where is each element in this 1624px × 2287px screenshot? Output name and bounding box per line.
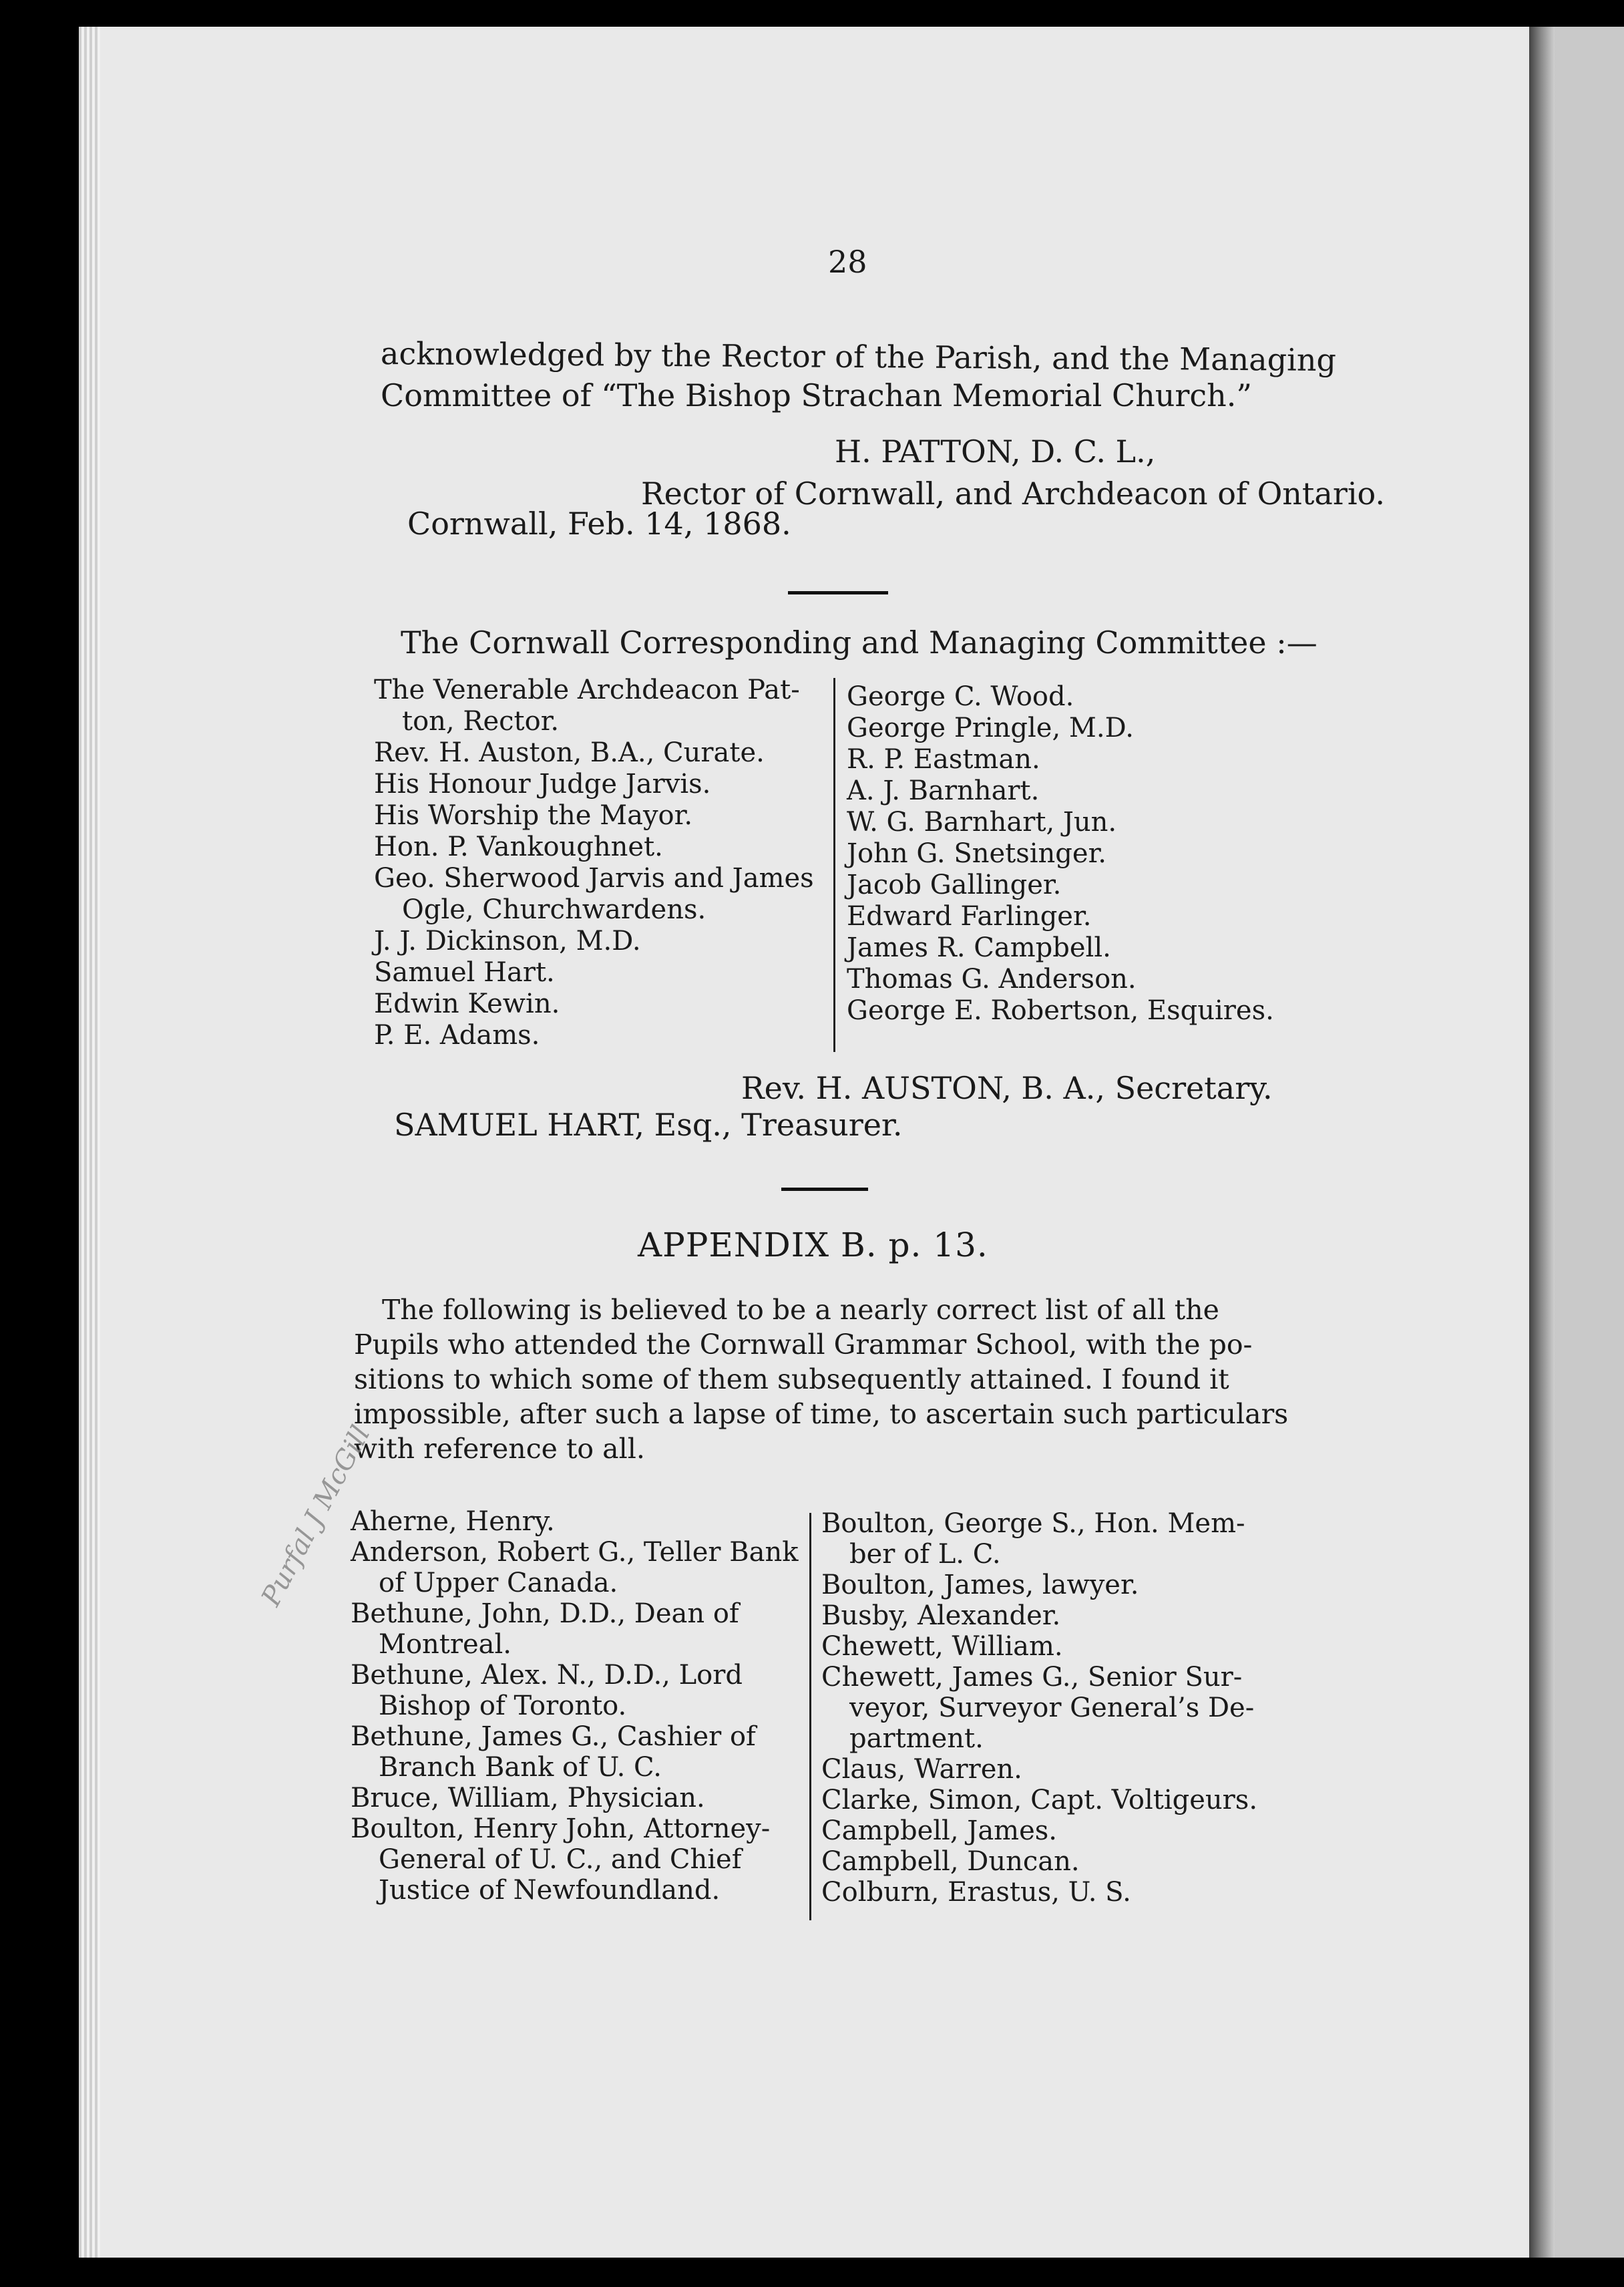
list-item: ber of L. C. — [849, 1539, 1001, 1570]
list-item: A. J. Barnhart. — [847, 775, 1040, 806]
list-item: W. G. Barnhart, Jun. — [847, 807, 1117, 838]
place-date: Cornwall, Feb. 14, 1868. — [407, 506, 791, 542]
list-item: partment. — [849, 1723, 984, 1754]
list-item: Clarke, Simon, Capt. Voltigeurs. — [821, 1785, 1258, 1815]
list-item: Justice of Newfoundland. — [379, 1875, 721, 1906]
document-page — [100, 27, 1529, 2258]
list-item: Ogle, Churchwardens. — [402, 894, 706, 925]
list-item: Boulton, James, lawyer. — [821, 1570, 1139, 1600]
adjacent-page — [1555, 27, 1624, 2258]
list-item: Edward Farlinger. — [847, 901, 1092, 932]
list-item: Geo. Sherwood Jarvis and James — [374, 863, 814, 894]
page-number: 28 — [828, 244, 867, 280]
list-item: of Upper Canada. — [379, 1568, 618, 1598]
appendix-heading: APPENDIX B. p. 13. — [638, 1226, 988, 1264]
list-item: The Venerable Archdeacon Pat- — [374, 675, 800, 705]
signature-name: H. PATTON, D. C. L., — [835, 433, 1156, 470]
letter-line-2: Committee of “The Bishop Strachan Memorial Church.” — [381, 377, 1252, 413]
list-item: veyor, Surveyor General’s De- — [849, 1693, 1255, 1723]
list-item: Edwin Kewin. — [374, 989, 560, 1019]
list-item: Chewett, William. — [821, 1631, 1063, 1662]
committee-left-column — [374, 675, 908, 1051]
list-item: Rev. H. Auston, B.A., Curate. — [374, 737, 765, 768]
list-item: Bruce, William, Physician. — [351, 1783, 705, 1813]
list-item: Montreal. — [379, 1629, 512, 1660]
list-item: Bishop of Toronto. — [379, 1691, 627, 1721]
list-item: Claus, Warren. — [821, 1754, 1022, 1785]
committee-right-column — [847, 681, 1448, 1027]
list-item: P. E. Adams. — [374, 1020, 540, 1051]
list-item: General of U. C., and Chief — [379, 1844, 742, 1875]
list-item: J. J. Dickinson, M.D. — [374, 926, 641, 956]
section-divider — [781, 1188, 868, 1191]
list-item: His Worship the Mayor. — [374, 800, 693, 831]
list-item: R. P. Eastman. — [847, 744, 1040, 775]
list-item: Bethune, Alex. N., D.D., Lord — [351, 1660, 743, 1691]
list-item: George C. Wood. — [847, 681, 1074, 712]
intro-line: The following is believed to be a nearly correct list of all the — [382, 1294, 1219, 1326]
list-item: Bethune, James G., Cashier of — [351, 1721, 756, 1752]
list-item: Busby, Alexander. — [821, 1600, 1061, 1631]
list-item: Boulton, George S., Hon. Mem- — [821, 1508, 1245, 1539]
list-item: John G. Snetsinger. — [847, 838, 1107, 869]
book-gutter — [1528, 27, 1555, 2258]
committee-heading: The Cornwall Corresponding and Managing Committee :— — [401, 625, 1317, 661]
list-item: Aherne, Henry. — [351, 1506, 555, 1537]
signature-title: Rector of Cornwall, and Archdeacon of Ontario. — [641, 476, 1386, 512]
list-item: Boulton, Henry John, Attorney- — [351, 1813, 771, 1844]
handwritten-margin-note: Purfal J McGill — [255, 1420, 377, 1612]
list-item: Anderson, Robert G., Teller Bank — [351, 1537, 799, 1568]
list-item: Colburn, Erastus, U. S. — [821, 1877, 1131, 1908]
list-item: Samuel Hart. — [374, 957, 555, 988]
list-item: Chewett, James G., Senior Sur- — [821, 1662, 1243, 1693]
pupils-right-column — [821, 1508, 1422, 1908]
section-divider — [788, 591, 888, 594]
list-item: George Pringle, M.D. — [847, 713, 1134, 743]
treasurer-line: SAMUEL HART, Esq., Treasurer. — [394, 1107, 903, 1143]
appendix-intro — [354, 1292, 1422, 1466]
list-item: His Honour Judge Jarvis. — [374, 769, 711, 800]
letter-line-1: acknowledged by the Rector of the Parish, and the Managing — [380, 335, 1337, 378]
list-item: Campbell, James. — [821, 1815, 1058, 1846]
secretary-line: Rev. H. AUSTON, B. A., Secretary. — [741, 1070, 1273, 1106]
intro-line: impossible, after such a lapse of time, to ascertain such particulars — [354, 1398, 1289, 1430]
list-item: Thomas G. Anderson. — [847, 964, 1137, 995]
column-divider — [833, 678, 835, 1052]
column-divider — [809, 1513, 811, 1920]
intro-line: sitions to which some of them subsequently attained. I found it — [354, 1363, 1229, 1395]
list-item: James R. Campbell. — [847, 932, 1111, 963]
list-item: Hon. P. Vankoughnet. — [374, 832, 663, 862]
intro-line: Pupils who attended the Cornwall Grammar School, with the po- — [354, 1329, 1253, 1361]
list-item: George E. Robertson, Esquires. — [847, 995, 1274, 1026]
list-item: Campbell, Duncan. — [821, 1846, 1080, 1877]
pupils-left-column — [351, 1506, 885, 1906]
list-item: Bethune, John, D.D., Dean of — [351, 1598, 739, 1629]
list-item: Jacob Gallinger. — [847, 870, 1062, 900]
intro-line: with reference to all. — [354, 1433, 645, 1465]
list-item: Branch Bank of U. C. — [379, 1752, 662, 1783]
list-item: ton, Rector. — [402, 706, 560, 737]
